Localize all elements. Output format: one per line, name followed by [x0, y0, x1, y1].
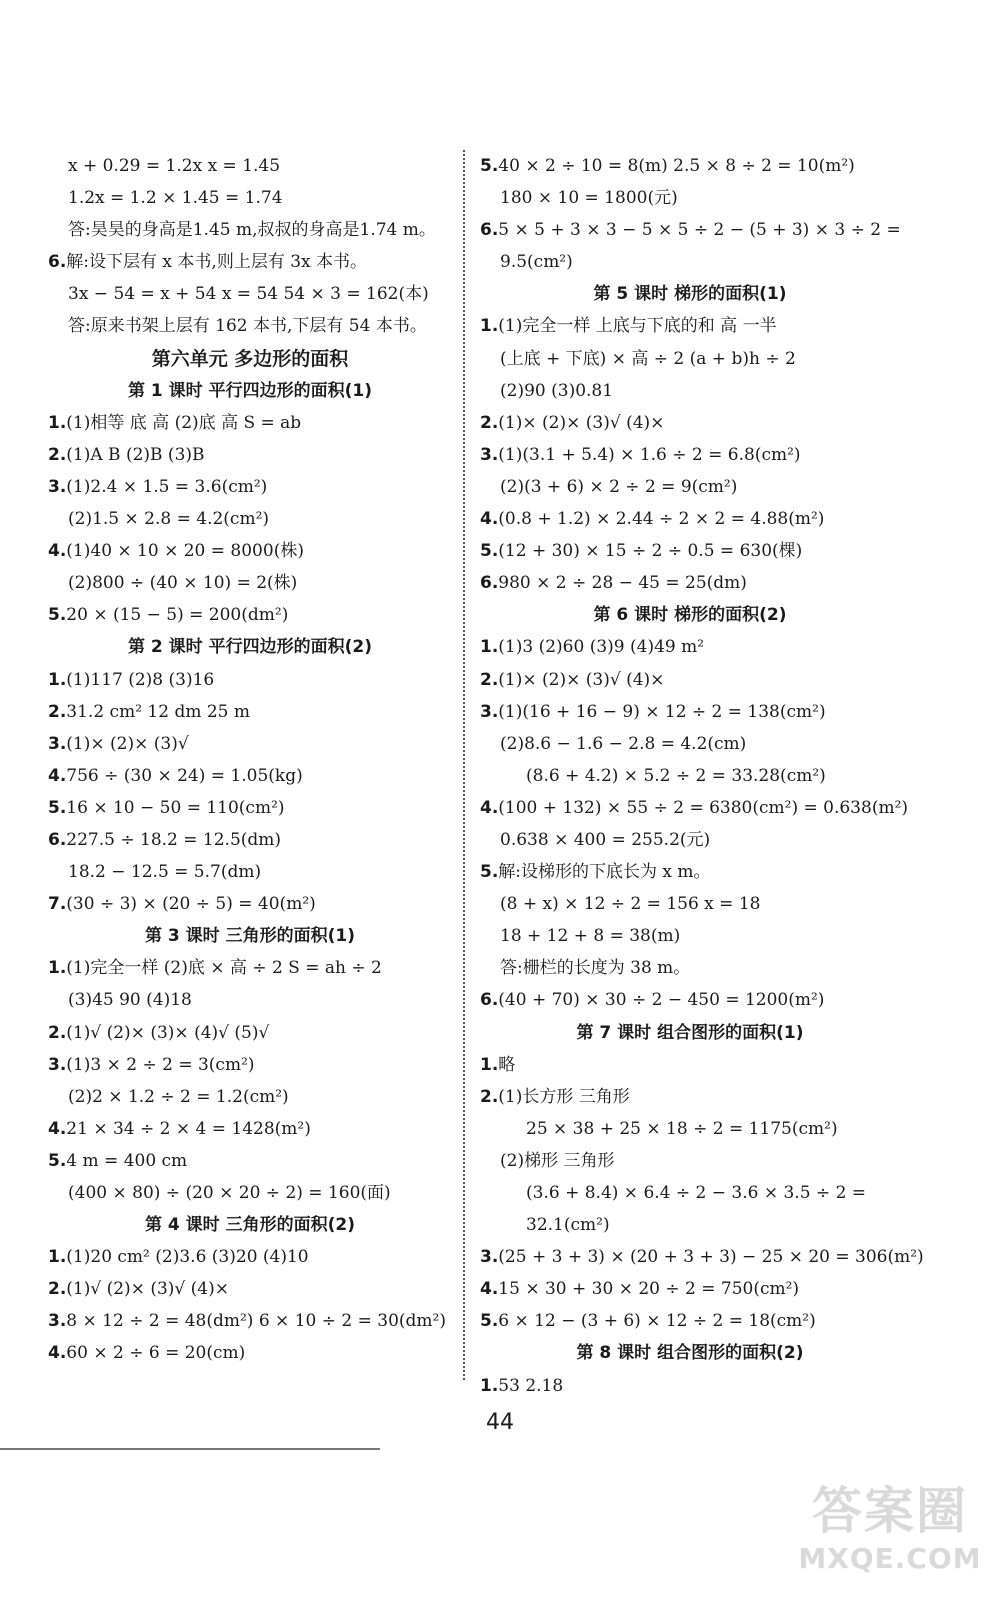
answer-text: 第 5 课时 梯形的面积(1) [593, 284, 787, 305]
question-number: 4. [48, 1343, 67, 1364]
question-number: 2. [48, 444, 67, 465]
lesson-title [480, 1337, 900, 1369]
answer-text: (0.8 + 1.2) × 2.44 ÷ 2 × 2 = 4.88(m²) [498, 509, 825, 530]
answer-text: 答:昊昊的身高是1.45 m,叔叔的身高是1.74 m。 [68, 220, 436, 241]
question-number: 2. [48, 1022, 67, 1043]
answer-line [48, 760, 452, 792]
answer-text: (8 + x) × 12 ÷ 2 = 156 x = 18 [500, 894, 761, 915]
answer-line [480, 631, 900, 663]
answer-line [48, 599, 452, 631]
answer-text: 31.2 cm² 12 dm 25 m [66, 701, 251, 722]
question-number: 4. [48, 765, 67, 786]
lesson-title [48, 1209, 452, 1241]
watermark-title: 答案圈 [812, 1482, 968, 1540]
answer-text: 第 6 课时 梯形的面积(2) [593, 605, 787, 626]
answer-text: (1)(3.1 + 5.4) × 1.6 ÷ 2 = 6.8(cm²) [498, 444, 801, 465]
question-number: 5. [480, 1311, 499, 1332]
answer-line [480, 920, 900, 952]
answer-text: (1)√ (2)× (3)× (4)√ (5)√ [66, 1022, 270, 1043]
answer-text: (2)(3 + 6) × 2 ÷ 2 = 9(cm²) [500, 476, 738, 497]
answer-line [48, 150, 452, 182]
answer-line [48, 182, 452, 214]
answer-line [48, 728, 452, 760]
answer-line [48, 1049, 452, 1081]
lesson-title [480, 599, 900, 631]
answer-line [48, 984, 452, 1016]
answer-text: x + 0.29 = 1.2x x = 1.45 [68, 156, 281, 176]
answer-text: 解:设下层有 x 本书,则上层有 3x 本书。 [66, 252, 368, 273]
answer-line [48, 1337, 452, 1369]
answer-line [48, 1241, 452, 1273]
answer-line [48, 1017, 452, 1049]
answer-text: 4 m = 400 cm [66, 1150, 188, 1171]
answer-text: (12 + 30) × 15 ÷ 2 ÷ 0.5 = 630(棵) [498, 541, 803, 562]
lesson-title [480, 1017, 900, 1049]
answer-line [480, 792, 909, 824]
answer-text: 756 ÷ (30 × 24) = 1.05(kg) [66, 765, 303, 786]
answer-line [480, 150, 900, 182]
bottom-rule [0, 1448, 380, 1450]
answer-text: (1)× (2)× (3)√ (4)× [498, 412, 665, 433]
answer-line [48, 567, 452, 599]
answer-line [480, 1049, 900, 1081]
answer-line [480, 1241, 924, 1273]
answer-text: (2)1.5 × 2.8 = 4.2(cm²) [68, 509, 270, 530]
question-number: 4. [480, 509, 499, 530]
answer-line [48, 246, 452, 278]
answer-text: 16 × 10 − 50 = 110(cm²) [66, 797, 285, 818]
answer-text: 53 2.18 [498, 1375, 564, 1396]
question-number: 7. [48, 894, 67, 915]
answer-line [480, 664, 900, 696]
answer-line [480, 1209, 900, 1241]
question-number: 3. [48, 1311, 67, 1332]
answer-text: (2)梯形 三角形 [500, 1150, 615, 1171]
answer-line [480, 888, 900, 920]
answer-text: 第 7 课时 组合图形的面积(1) [576, 1022, 804, 1043]
page-number: 44 [486, 1410, 514, 1435]
answer-line [480, 182, 900, 214]
answer-text: (40 + 70) × 30 ÷ 2 − 450 = 1200(m²) [498, 990, 825, 1011]
answer-line [480, 375, 900, 407]
answer-line [48, 407, 452, 439]
answer-text: 第 4 课时 三角形的面积(2) [145, 1215, 355, 1236]
watermark-logo [790, 1480, 990, 1590]
answer-text: (3.6 + 8.4) × 6.4 ÷ 2 − 3.6 × 3.5 ÷ 2 = [526, 1183, 867, 1203]
answer-text: (1)3 × 2 ÷ 2 = 3(cm²) [66, 1054, 255, 1075]
answer-line [48, 1305, 452, 1337]
lesson-title [48, 920, 452, 952]
question-number: 5. [480, 156, 499, 176]
answer-text: (1)× (2)× (3)√ [66, 733, 189, 754]
answer-text: 20 × (15 − 5) = 200(dm²) [66, 605, 289, 626]
answer-text: 3x − 54 = x + 54 x = 54 54 × 3 = 162(本) [68, 284, 429, 305]
answer-text: (1)相等 底 高 (2)底 高 S = ab [66, 412, 302, 433]
question-number: 3. [48, 476, 67, 497]
question-number: 4. [480, 797, 499, 818]
answer-line [48, 1273, 452, 1305]
answer-text: (1)40 × 10 × 20 = 8000(株) [66, 541, 304, 562]
answer-text: 答:原来书架上层有 162 本书,下层有 54 本书。 [68, 316, 427, 337]
answer-text: (1)3 (2)60 (3)9 (4)49 m² [498, 637, 705, 658]
answer-line [48, 1177, 452, 1209]
question-number: 2. [480, 412, 499, 433]
answer-text: 1.2x = 1.2 × 1.45 = 1.74 [68, 188, 283, 209]
question-number: 1. [48, 958, 67, 979]
answer-text: 第六单元 多边形的面积 [151, 347, 349, 370]
answer-line [48, 1145, 452, 1177]
answer-line [480, 214, 900, 246]
question-number: 2. [48, 1279, 67, 1300]
answer-text: (2)90 (3)0.81 [500, 380, 614, 401]
answer-line [480, 1177, 900, 1209]
question-number: 1. [480, 1054, 499, 1075]
question-number: 4. [480, 1279, 499, 1300]
answer-line [48, 856, 452, 888]
answer-line [480, 310, 900, 342]
answer-text: (1)A B (2)B (3)B [66, 444, 205, 465]
answer-text: 第 2 课时 平行四边形的面积(2) [128, 637, 372, 658]
answer-text: 第 3 课时 三角形的面积(1) [145, 926, 355, 947]
question-number: 5. [48, 797, 67, 818]
answer-text: 0.638 × 400 = 255.2(元) [500, 829, 711, 850]
answer-line [480, 984, 900, 1016]
question-number: 6. [48, 829, 67, 850]
answer-line [48, 439, 452, 471]
answer-text: 980 × 2 ÷ 28 − 45 = 25(dm) [498, 573, 747, 594]
question-number: 1. [48, 669, 67, 690]
answer-line [480, 343, 900, 375]
answer-text: (30 ÷ 3) × (20 ÷ 5) = 40(m²) [66, 894, 316, 915]
answer-text: 32.1(cm²) [526, 1215, 610, 1236]
answer-line [48, 278, 452, 310]
answer-line [48, 824, 452, 856]
column-divider [463, 150, 465, 1380]
answer-text: 21 × 34 ÷ 2 × 4 = 1428(m²) [66, 1118, 311, 1139]
answer-text: 18 + 12 + 8 = 38(m) [500, 926, 681, 947]
lesson-title [48, 631, 452, 663]
answer-text: 180 × 10 = 1800(元) [500, 188, 678, 209]
answer-text: 略 [498, 1054, 516, 1075]
answer-line [480, 1145, 900, 1177]
answer-text: 18.2 − 12.5 = 5.7(dm) [68, 862, 262, 883]
answer-line [480, 1081, 900, 1113]
answer-text: 15 × 30 + 30 × 20 ÷ 2 = 750(cm²) [498, 1279, 800, 1300]
answer-line [480, 567, 900, 599]
answer-text: (1)(16 + 16 − 9) × 12 ÷ 2 = 138(cm²) [498, 701, 826, 722]
question-number: 3. [480, 701, 499, 722]
question-number: 5. [480, 541, 499, 562]
answer-text: 60 × 2 ÷ 6 = 20(cm) [66, 1343, 246, 1364]
question-number: 5. [480, 862, 499, 883]
answer-line [48, 1113, 452, 1145]
answer-line [480, 439, 900, 471]
answer-line [48, 1081, 452, 1113]
answer-text: (1)完全一样 上底与下底的和 高 一半 [498, 316, 777, 337]
answer-line [48, 792, 452, 824]
question-number: 5. [48, 1150, 67, 1171]
question-number: 5. [48, 605, 67, 626]
answer-line [48, 310, 452, 342]
answer-text: (25 + 3 + 3) × (20 + 3 + 3) − 25 × 20 = 306(m²) [498, 1247, 924, 1268]
lesson-title [48, 375, 452, 407]
answer-line [480, 471, 900, 503]
answer-line [48, 535, 452, 567]
question-number: 4. [48, 541, 67, 562]
unit-title [48, 343, 452, 375]
answer-line [480, 407, 900, 439]
answer-line [480, 246, 900, 278]
question-number: 1. [48, 1247, 67, 1268]
answer-text: 答:栅栏的长度为 38 m。 [500, 958, 691, 979]
question-number: 1. [48, 412, 67, 433]
lesson-title [480, 278, 900, 310]
answer-line [480, 952, 900, 984]
answer-text: 8 × 12 ÷ 2 = 48(dm²) 6 × 10 ÷ 2 = 30(dm²) [66, 1311, 446, 1332]
answer-line [480, 1273, 900, 1305]
answer-line [480, 503, 900, 535]
answer-text: 解:设梯形的下底长为 x m。 [498, 862, 711, 883]
question-number: 6. [480, 990, 499, 1011]
answer-text: (上底 + 下底) × 高 ÷ 2 (a + b)h ÷ 2 [500, 348, 796, 369]
question-number: 1. [480, 1375, 499, 1396]
answer-text: (2)800 ÷ (40 × 10) = 2(株) [68, 573, 298, 594]
answer-text: 9.5(cm²) [500, 252, 573, 273]
answer-line [48, 952, 452, 984]
question-number: 1. [480, 637, 499, 658]
answer-text: 227.5 ÷ 18.2 = 12.5(dm) [66, 829, 282, 850]
question-number: 3. [480, 1247, 499, 1268]
answer-text: (1)2.4 × 1.5 = 3.6(cm²) [66, 476, 268, 497]
answer-line [48, 503, 452, 535]
question-number: 2. [480, 669, 499, 690]
question-number: 6. [48, 252, 67, 273]
question-number: 2. [480, 1086, 499, 1107]
answer-text: (2)8.6 − 1.6 − 2.8 = 4.2(cm) [500, 733, 747, 754]
answer-text: (1)20 cm² (2)3.6 (3)20 (4)10 [66, 1247, 309, 1268]
answer-text: 6 × 12 − (3 + 6) × 12 ÷ 2 = 18(cm²) [498, 1311, 816, 1332]
answer-text: 第 8 课时 组合图形的面积(2) [576, 1343, 804, 1364]
answer-text: (1)长方形 三角形 [498, 1086, 630, 1107]
answer-text: 5 × 5 + 3 × 3 − 5 × 5 ÷ 2 − (5 + 3) × 3 ÷ 2 = [498, 220, 901, 241]
question-number: 3. [480, 444, 499, 465]
question-number: 3. [48, 1054, 67, 1075]
answer-text: (3)45 90 (4)18 [68, 990, 192, 1011]
question-number: 4. [48, 1118, 67, 1139]
question-number: 1. [480, 316, 499, 337]
answer-line [48, 471, 452, 503]
answer-text: 40 × 2 ÷ 10 = 8(m) 2.5 × 8 ÷ 2 = 10(m²) [498, 156, 855, 176]
answer-text: (100 + 132) × 55 ÷ 2 = 6380(cm²) = 0.638(m²) [498, 797, 909, 818]
right-column [480, 150, 924, 1402]
answer-line [480, 1305, 900, 1337]
watermark-url: MXQE.COM [798, 1542, 982, 1575]
answer-line [480, 696, 900, 728]
question-number: 2. [48, 701, 67, 722]
question-number: 3. [48, 733, 67, 754]
left-column [48, 150, 452, 1370]
answer-line [480, 1370, 900, 1402]
answer-text: (400 × 80) ÷ (20 × 20 ÷ 2) = 160(面) [68, 1183, 391, 1203]
answer-text: (8.6 + 4.2) × 5.2 ÷ 2 = 33.28(cm²) [526, 765, 826, 786]
answer-text: (1)117 (2)8 (3)16 [66, 669, 215, 690]
answer-text: (1)× (2)× (3)√ (4)× [498, 669, 665, 690]
answer-line [480, 824, 900, 856]
answer-text: 25 × 38 + 25 × 18 ÷ 2 = 1175(cm²) [526, 1118, 838, 1139]
answer-line [480, 1113, 900, 1145]
answer-text: (2)2 × 1.2 ÷ 2 = 1.2(cm²) [68, 1086, 289, 1107]
question-number: 6. [480, 220, 499, 241]
answer-line [48, 664, 452, 696]
answer-line [480, 535, 900, 567]
answer-line [48, 214, 452, 246]
answer-line [48, 696, 452, 728]
answer-line [48, 888, 452, 920]
answer-text: (1)√ (2)× (3)√ (4)× [66, 1279, 229, 1300]
question-number: 6. [480, 573, 499, 594]
answer-line [480, 760, 900, 792]
answer-text: 第 1 课时 平行四边形的面积(1) [128, 380, 372, 401]
answer-text: (1)完全一样 (2)底 × 高 ÷ 2 S = ah ÷ 2 [66, 958, 382, 979]
answer-line [480, 728, 900, 760]
answer-line [480, 856, 900, 888]
